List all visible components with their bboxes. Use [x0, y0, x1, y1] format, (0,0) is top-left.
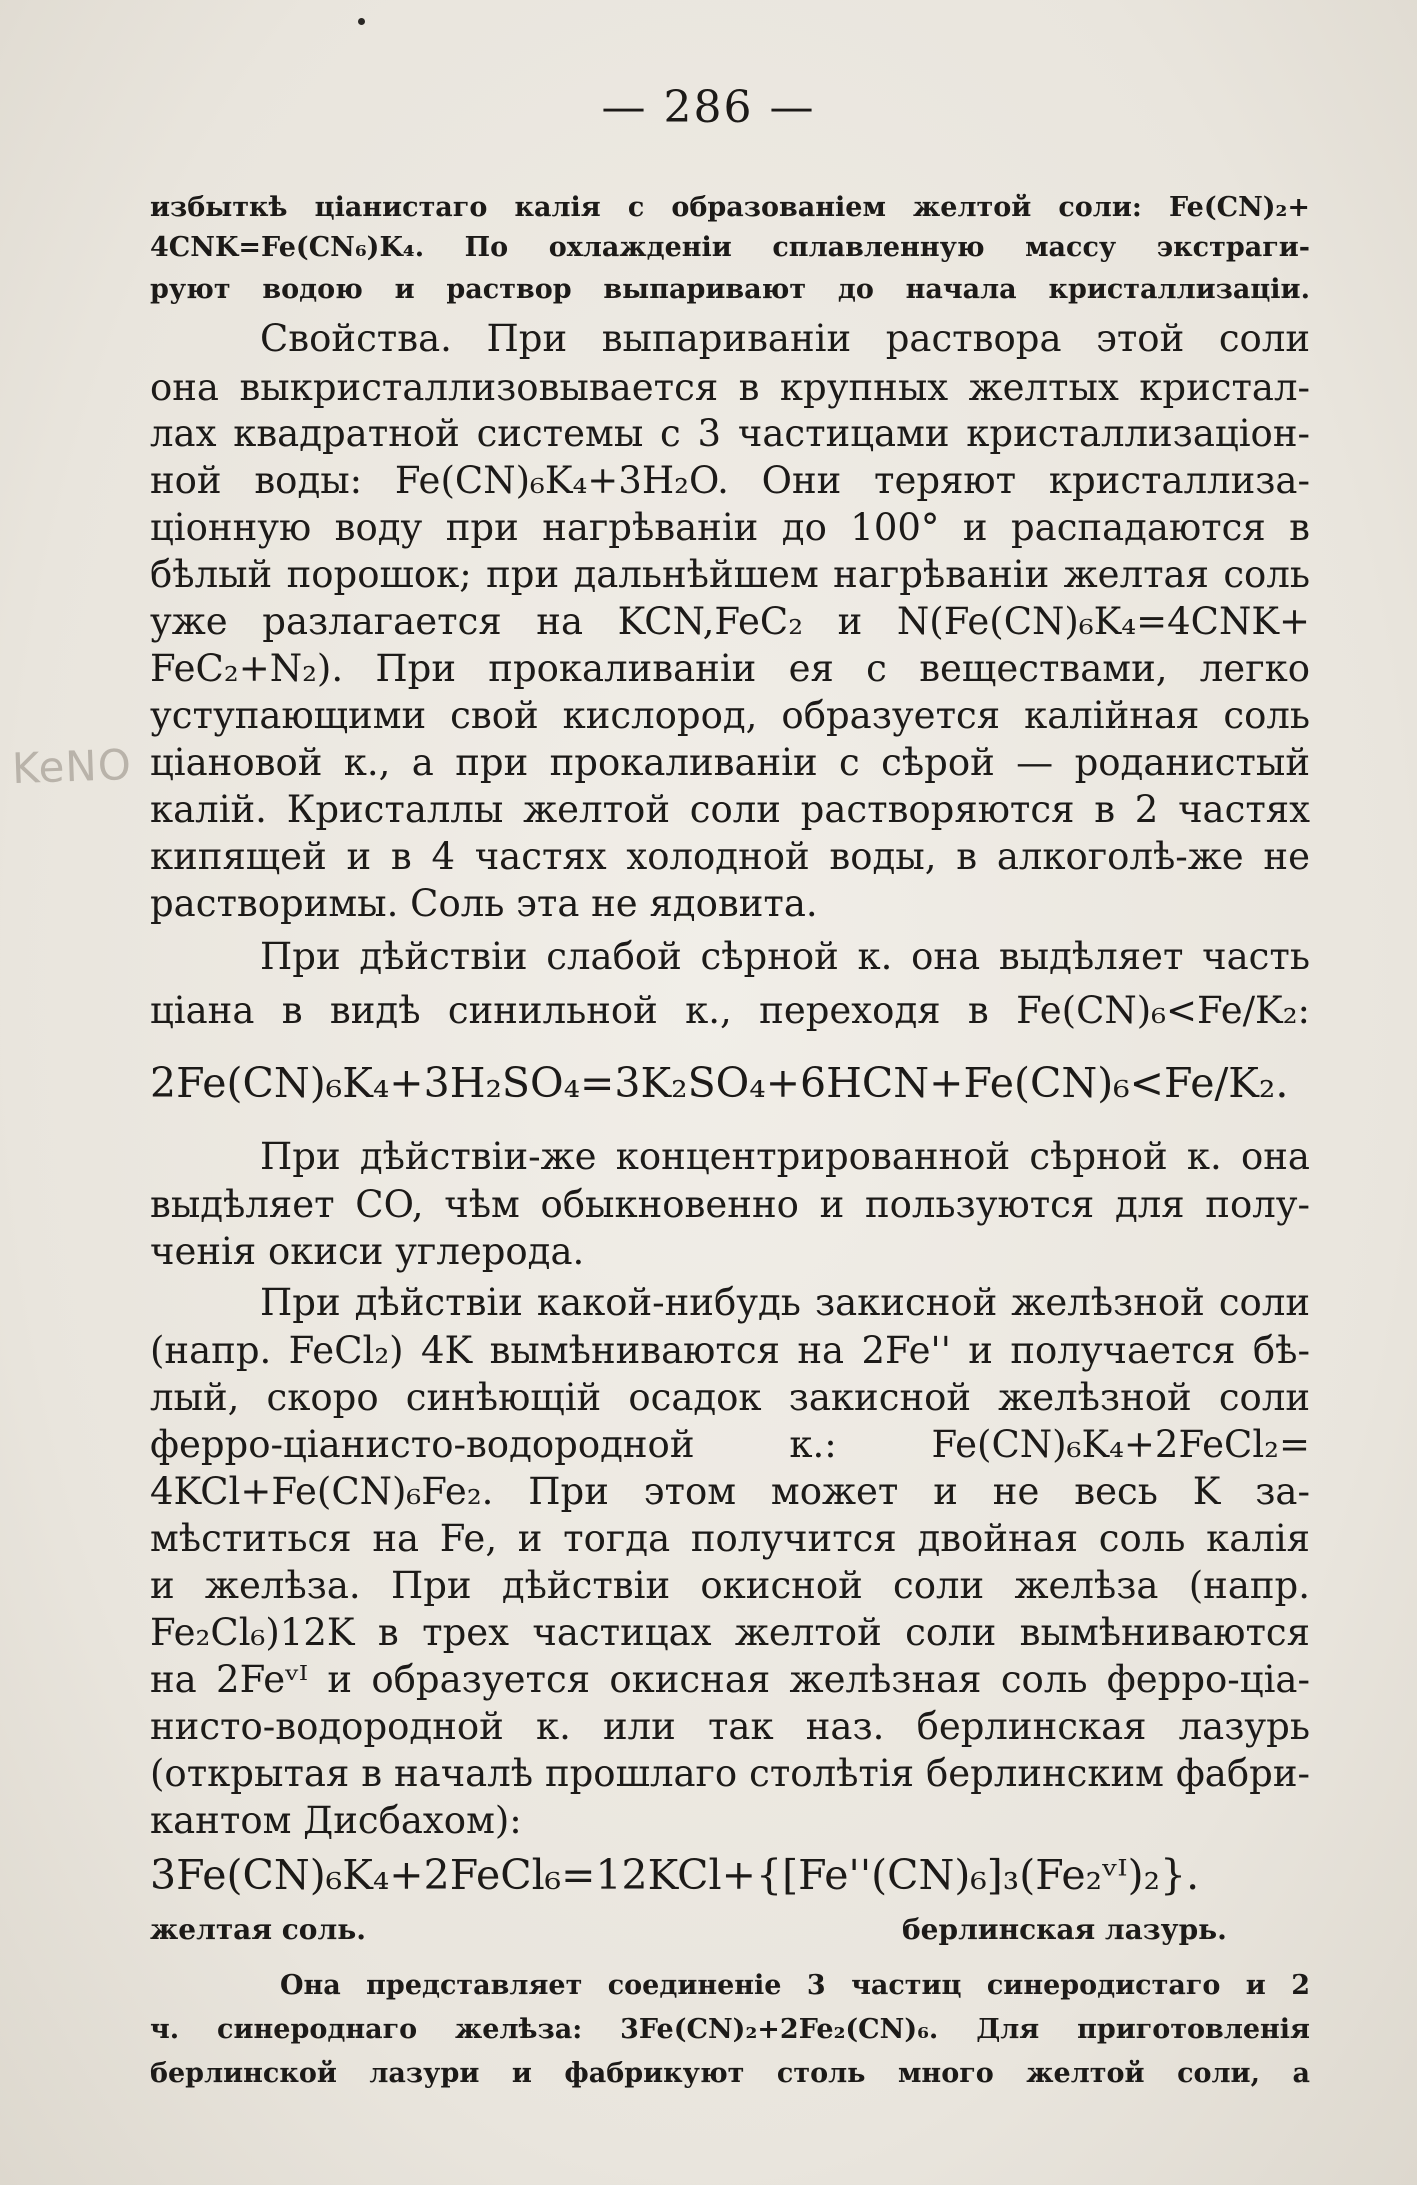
text-line: избыткѣ ціанистаго калія с образованіем желтой соли: Fe(CN)₂+ — [150, 192, 1310, 223]
text-line: Свойства. При выпариваніи раствора этой соли — [260, 317, 1310, 360]
text-line: кипящей и в 4 частях холодной воды, в алкоголѣ-же не — [150, 835, 1310, 878]
text-line: калій. Кристаллы желтой соли растворяются в 2 частях — [150, 788, 1310, 831]
text-line: 4KCl+Fe(CN)₆Fe₂. При этом может и не весь K за- — [150, 1470, 1310, 1513]
caption-prussian-blue: берлинская лазурь. — [902, 1913, 1227, 1946]
text-line: Fe₂Cl₆)12K в трех частицах желтой соли вымѣниваются — [150, 1611, 1310, 1654]
text-line: ферро-ціанисто-водородной к.: Fe(CN)₆K₄+2FeCl₂= — [150, 1423, 1310, 1466]
text-line: бѣлый порошок; при дальнѣйшем нагрѣваніи желтая соль — [150, 553, 1310, 596]
text-line: ченія окиси углерода. — [150, 1230, 585, 1273]
text-line: (открытая в началѣ прошлаго столѣтія берлинским фабри- — [150, 1752, 1310, 1795]
text-line: (напр. FeCl₂) 4K вымѣниваются на 2Fe'' и получается бѣ- — [150, 1329, 1310, 1372]
text-line: и желѣза. При дѣйствіи окисной соли желѣза (напр. — [150, 1564, 1310, 1607]
text-line: При дѣйствіи какой-нибудь закисной желѣзной соли — [260, 1281, 1310, 1324]
text-line: При дѣйствіи-же концентрированной сѣрной к. она — [260, 1135, 1310, 1178]
formula-line: 3Fe(CN)₆K₄+2FeCl₆=12KCl+{[Fe''(CN)₆]₃(Fe₂ᵛᴵ)₂}. — [150, 1851, 1200, 1899]
text-line: растворимы. Соль эта не ядовита. — [150, 882, 818, 925]
text-line: выдѣляет CO, чѣм обыкновенно и пользуются для полу- — [150, 1183, 1310, 1226]
text-line: лый, скоро синѣющій осадок закисной желѣзной соли — [150, 1376, 1310, 1419]
text-line: берлинской лазури и фабрикуют столь много желтой соли, а — [150, 2058, 1310, 2089]
text-line: нисто-водородной к. или так наз. берлинская лазурь — [150, 1705, 1310, 1748]
text-line: ціановой к., а при прокаливаніи с сѣрой — роданистый — [150, 741, 1310, 784]
text-line: ціонную воду при нагрѣваніи до 100° и распадаются в — [150, 506, 1310, 549]
faded-stamp: KeNO — [11, 739, 133, 794]
text-line: лах квадратной системы с 3 частицами кристаллизаціон- — [150, 412, 1310, 455]
text-line: 4CNK=Fe(CN₆)K₄. По охлажденіи сплавленную массу экстраги- — [150, 232, 1310, 263]
text-line: на 2Feᵛᴵ и образуется окисная желѣзная соль ферро-ціа- — [150, 1658, 1310, 1701]
text-line: руют водою и раствор выпаривают до начала кристаллизаціи. — [150, 274, 1310, 305]
text-line: кантом Дисбахом): — [150, 1799, 522, 1842]
text-line: мѣститься на Fe, и тогда получится двойная соль калія — [150, 1517, 1310, 1560]
text-line: Она представляет соединеніе 3 частиц синеродистаго и 2 — [280, 1970, 1310, 2001]
ink-dot — [358, 18, 365, 25]
text-line: FeC₂+N₂). При прокаливаніи ея с веществами, легко — [150, 647, 1310, 690]
text-line: ч. синероднаго желѣза: 3Fe(CN)₂+2Fe₂(CN)₆. Для приготовленія — [150, 2014, 1310, 2045]
text-line: При дѣйствіи слабой сѣрной к. она выдѣляет часть — [260, 935, 1310, 978]
text-line: уступающими свой кислород, образуется калійная соль — [150, 694, 1310, 737]
text-line: ціана в видѣ синильной к., переходя в Fe(CN)₆<Fe/K₂: — [150, 989, 1310, 1032]
text-line: уже разлагается на KCN,FeC₂ и N(Fe(CN)₆K₄=4CNK+ — [150, 600, 1310, 643]
text-line: ной воды: Fe(CN)₆K₄+3H₂O. Они теряют кристаллиза- — [150, 459, 1310, 502]
page-number: — 286 — — [601, 82, 816, 133]
caption-yellow-salt: желтая соль. — [150, 1913, 366, 1946]
text-line: она выкристаллизовывается в крупных желтых кристал- — [150, 366, 1310, 409]
formula-line: 2Fe(CN)₆K₄+3H₂SO₄=3K₂SO₄+6HCN+Fe(CN)₆<Fe/K₂. — [150, 1059, 1289, 1107]
